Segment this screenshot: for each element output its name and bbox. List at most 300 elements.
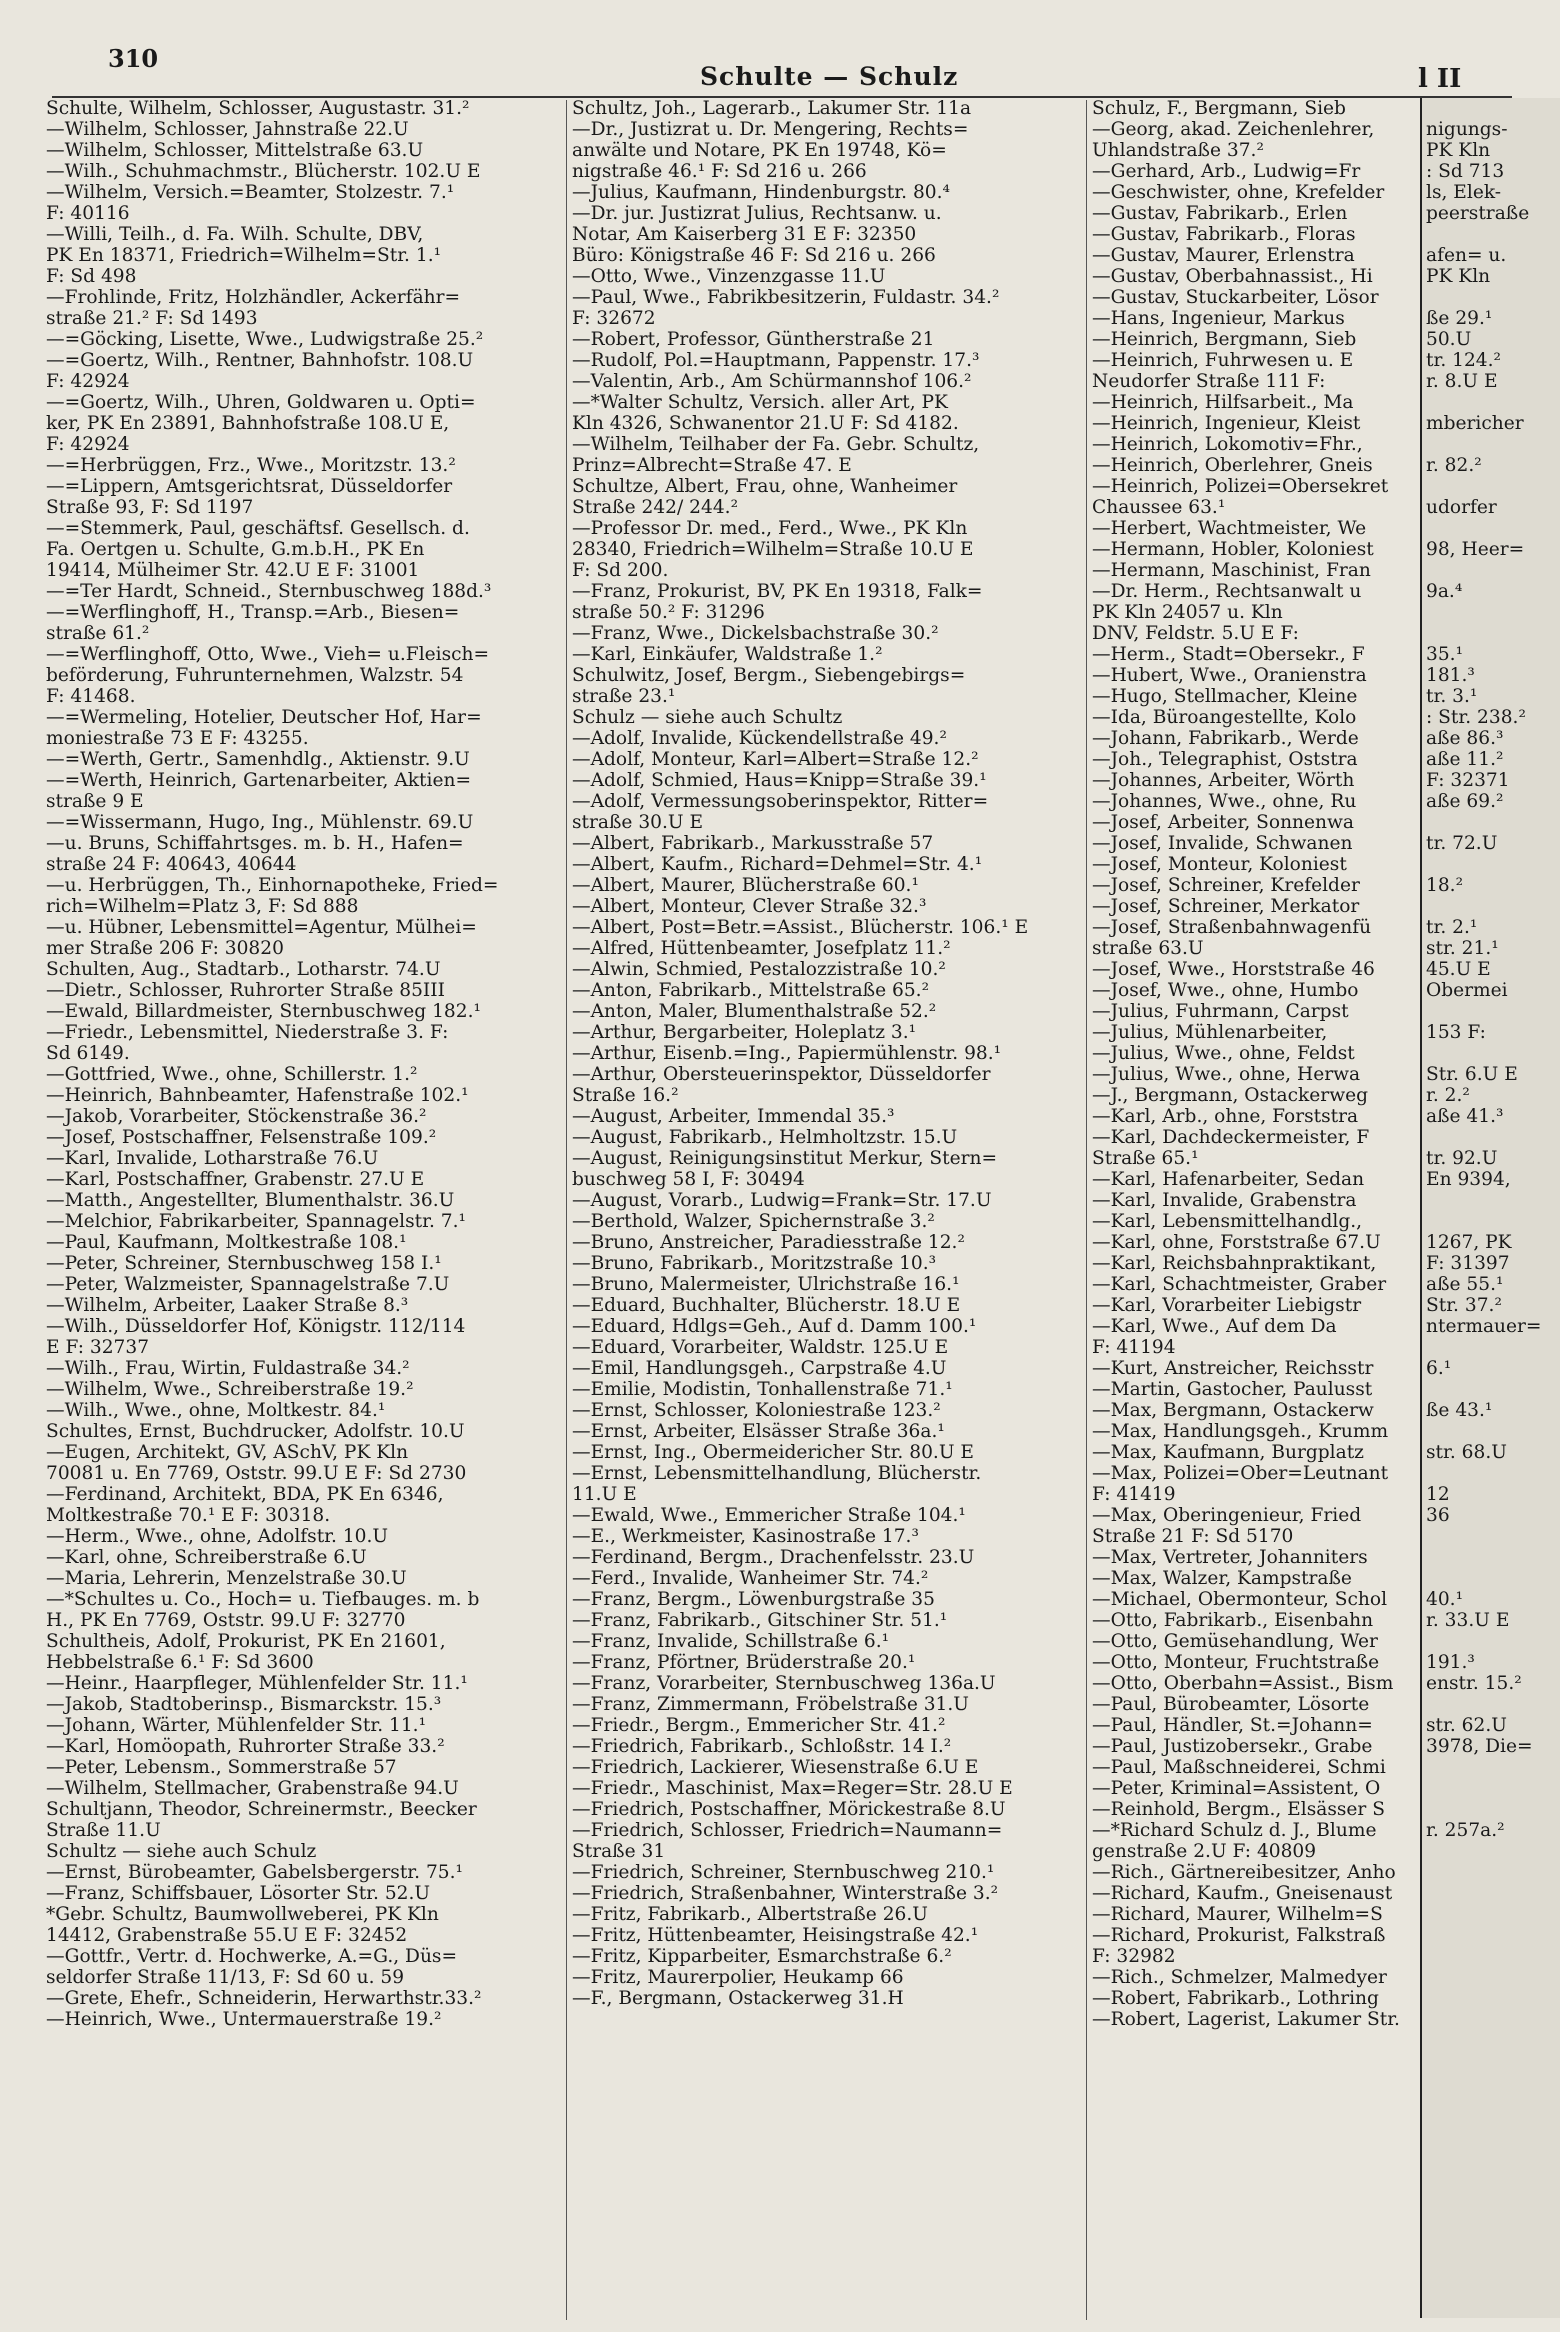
directory-entry-line: —Peter, Schreiner, Sternbuschweg 158 I.¹ — [46, 1253, 442, 1274]
directory-entry-line: —Ewald, Wwe., Emmericher Straße 104.¹ — [572, 1505, 966, 1526]
directory-entry-line: —Jakob, Stadtoberinsp., Bismarckstr. 15.³ — [46, 1694, 442, 1715]
directory-entry-line: —Heinrich, Oberlehrer, Gneis — [1092, 455, 1373, 476]
adjacent-page-line — [1426, 602, 1560, 623]
directory-entry-line: —Josef, Postschaffner, Felsenstraße 109.² — [46, 1127, 437, 1148]
directory-entry-line: —Martin, Gastocher, Paulusst — [1092, 1379, 1373, 1400]
directory-entry-line: —Hugo, Stellmacher, Kleine — [1092, 686, 1358, 707]
adjacent-page-line: 6.¹ — [1426, 1358, 1452, 1379]
adjacent-page-line — [1426, 1127, 1560, 1148]
directory-column-2 — [572, 98, 1082, 2318]
directory-entry-line: —Peter, Walzmeister, Spannagelstraße 7.U — [46, 1274, 450, 1295]
directory-entry-line: —Gottfr., Vertr. d. Hochwerke, A.=G., Düs= — [46, 1946, 458, 1967]
adjacent-page-line: mbericher — [1426, 413, 1524, 434]
adjacent-page-line: tr. 2.¹ — [1426, 917, 1478, 938]
directory-entry-line: F: 41194 — [1092, 1337, 1176, 1358]
directory-entry-line: —Willi, Teilh., d. Fa. Wilh. Schulte, DBV, — [46, 224, 424, 245]
adjacent-page-line: aße 55.¹ — [1426, 1274, 1504, 1295]
adjacent-page-line: str. 21.¹ — [1426, 938, 1499, 959]
directory-entry-line: —Karl, Wwe., Auf dem Da — [1092, 1316, 1337, 1337]
directory-entry-line: Neudorfer Straße 111 F: — [1092, 371, 1326, 392]
directory-entry-line: —Fritz, Hüttenbeamter, Heisingstraße 42.¹ — [572, 1925, 979, 1946]
adjacent-page-line: PK Kln — [1426, 140, 1491, 161]
directory-entry-line: —Julius, Mühlenarbeiter, — [1092, 1022, 1328, 1043]
adjacent-page-line: 9a.⁴ — [1426, 581, 1463, 602]
directory-entry-line: —Karl, Lebensmittelhandlg., — [1092, 1211, 1363, 1232]
directory-entry-line: DNV, Feldstr. 5.U E F: — [1092, 623, 1299, 644]
directory-entry-line: —Franz, Prokurist, BV, PK En 19318, Falk= — [572, 581, 983, 602]
directory-entry-line: —Josef, Schreiner, Merkator — [1092, 896, 1360, 917]
directory-entry-line: rich=Wilhelm=Platz 3, F: Sd 888 — [46, 896, 359, 917]
adjacent-page-line: 181.³ — [1426, 665, 1475, 686]
adjacent-page-line — [1426, 224, 1560, 245]
directory-entry-line: —Karl, Einkäufer, Waldstraße 1.² — [572, 644, 883, 665]
directory-entry-line: 70081 u. En 7769, Oststr. 99.U E F: Sd 2730 — [46, 1463, 467, 1484]
directory-entry-line: —Max, Bergmann, Ostackerw — [1092, 1400, 1374, 1421]
adjacent-page-line — [1426, 476, 1560, 497]
directory-entry-line: —Paul, Kaufmann, Moltkestraße 108.¹ — [46, 1232, 407, 1253]
directory-entry-line: 11.U E — [572, 1484, 637, 1505]
adjacent-page-line — [1426, 1211, 1560, 1232]
adjacent-page-line — [1426, 518, 1560, 539]
directory-entry-line: —Wilhelm, Schlosser, Mittelstraße 63.U — [46, 140, 424, 161]
adjacent-page-line: Str. 6.U E — [1426, 1064, 1518, 1085]
directory-entry-line: *Gebr. Schultz, Baumwollweberei, PK Kln — [46, 1904, 439, 1925]
adjacent-page-line: : Sd 713 — [1426, 161, 1505, 182]
directory-entry-line: —Franz, Bergm., Löwenburgstraße 35 — [572, 1589, 935, 1610]
directory-entry-line: —Albert, Post=Betr.=Assist., Blücherstr. 106.¹ E — [572, 917, 1029, 938]
directory-entry-line: —Heinr., Haarpfleger, Mühlenfelder Str. 11.¹ — [46, 1673, 468, 1694]
adjacent-page-line: afen= u. — [1426, 245, 1507, 266]
adjacent-page-line: 45.U E — [1426, 959, 1491, 980]
directory-entry-line: —Ernst, Arbeiter, Elsässer Straße 36a.¹ — [572, 1421, 945, 1442]
adjacent-page-line — [1426, 896, 1560, 917]
adjacent-page-line: enstr. 15.² — [1426, 1673, 1522, 1694]
directory-entry-line: —Heinrich, Wwe., Untermauerstraße 19.² — [46, 2009, 442, 2030]
adjacent-page-line: 35.¹ — [1426, 644, 1464, 665]
directory-entry-line: —Max, Walzer, Kampstraße — [1092, 1568, 1352, 1589]
directory-entry-line: straße 63.U — [1092, 938, 1204, 959]
directory-entry-line: —Wilh., Düsseldorfer Hof, Königstr. 112/114 — [46, 1316, 466, 1337]
directory-entry-line: buschweg 58 I, F: 30494 — [572, 1169, 805, 1190]
directory-entry-line: —Melchior, Fabrikarbeiter, Spannagelstr. 7.¹ — [46, 1211, 466, 1232]
directory-entry-line: —Richard, Prokurist, Falkstraß — [1092, 1925, 1386, 1946]
directory-entry-line: —Ewald, Billardmeister, Sternbuschweg 182.¹ — [46, 1001, 481, 1022]
directory-entry-line: straße 50.² F: 31296 — [572, 602, 765, 623]
directory-entry-line: —Karl, Arb., ohne, Forststra — [1092, 1106, 1359, 1127]
directory-entry-line: —Karl, Invalide, Grabenstra — [1092, 1190, 1357, 1211]
adjacent-page-line: ße 29.¹ — [1426, 308, 1493, 329]
adjacent-page-line: F: 32371 — [1426, 770, 1510, 791]
directory-entry-line: —Ernst, Schlosser, Koloniestraße 123.² — [572, 1400, 941, 1421]
adjacent-page-line: 153 F: — [1426, 1022, 1486, 1043]
directory-entry-line: Schultes, Ernst, Buchdrucker, Adolfstr. 10.U — [46, 1421, 465, 1442]
directory-entry-line: —Berthold, Walzer, Spichernstraße 3.² — [572, 1211, 935, 1232]
directory-entry-line: —Albert, Kaufm., Richard=Dehmel=Str. 4.¹ — [572, 854, 983, 875]
directory-entry-line: —Karl, Homöopath, Ruhrorter Straße 33.² — [46, 1736, 445, 1757]
directory-entry-line: —Valentin, Arb., Am Schürmannshof 106.² — [572, 371, 972, 392]
adjacent-page-line — [1426, 1526, 1560, 1547]
directory-entry-line: —Albert, Maurer, Blücherstraße 60.¹ — [572, 875, 919, 896]
directory-entry-line: —August, Arbeiter, Immendal 35.³ — [572, 1106, 895, 1127]
directory-entry-line: —Ferdinand, Bergm., Drachenfelsstr. 23.U — [572, 1547, 975, 1568]
directory-entry-line: —Heinrich, Lokomotiv=Fhr., — [1092, 434, 1363, 455]
directory-entry-line: —Julius, Fuhrmann, Carpst — [1092, 1001, 1349, 1022]
directory-entry-line: —Heinrich, Hilfsarbeit., Ma — [1092, 392, 1354, 413]
directory-entry-line: Uhlandstraße 37.² — [1092, 140, 1264, 161]
adjacent-page-line: aße 86.³ — [1426, 728, 1504, 749]
directory-entry-line: moniestraße 73 E F: 43255. — [46, 728, 309, 749]
directory-entry-line: —F., Bergmann, Ostackerweg 31.H — [572, 1988, 904, 2009]
directory-entry-line: —Professor Dr. med., Ferd., Wwe., PK Kln — [572, 518, 968, 539]
directory-entry-line: —Eugen, Architekt, GV, ASchV, PK Kln — [46, 1442, 409, 1463]
adjacent-page-line: ls, Elek- — [1426, 182, 1502, 203]
directory-entry-line: —Eduard, Vorarbeiter, Waldstr. 125.U E — [572, 1337, 949, 1358]
directory-entry-line: —Hermann, Maschinist, Fran — [1092, 560, 1371, 581]
directory-entry-line: —Wilhelm, Teilhaber der Fa. Gebr. Schultz, — [572, 434, 980, 455]
adjacent-page-column — [1420, 98, 1560, 2318]
directory-entry-line: Fa. Oertgen u. Schulte, G.m.b.H., PK En — [46, 539, 425, 560]
directory-entry-line: —u. Herbrüggen, Th., Einhornapotheke, Fried= — [46, 875, 499, 896]
directory-entry-line: F: Sd 498 — [46, 266, 137, 287]
directory-entry-line: —=Ter Hardt, Schneid., Sternbuschweg 188d.³ — [46, 581, 492, 602]
adjacent-page-line — [1426, 1463, 1560, 1484]
directory-entry-line: —Friedrich, Schlosser, Friedrich=Naumann= — [572, 1820, 1003, 1841]
directory-entry-line: —Eduard, Buchhalter, Blücherstr. 18.U E — [572, 1295, 961, 1316]
directory-entry-line: F: 42924 — [46, 434, 130, 455]
directory-entry-line: —Karl, Hafenarbeiter, Sedan — [1092, 1169, 1365, 1190]
directory-entry-line: —Otto, Fabrikarb., Eisenbahn — [1092, 1610, 1374, 1631]
directory-entry-line: —Hans, Ingenieur, Markus — [1092, 308, 1345, 329]
directory-entry-line: straße 21.² F: Sd 1493 — [46, 308, 258, 329]
directory-entry-line: —Herbert, Wachtmeister, We — [1092, 518, 1367, 539]
directory-entry-line: —Gottfried, Wwe., ohne, Schillerstr. 1.² — [46, 1064, 418, 1085]
directory-entry-line: —=Werth, Gertr., Samenhdlg., Aktienstr. 9.U — [46, 749, 470, 770]
directory-entry-line: 19414, Mülheimer Str. 42.U E F: 31001 — [46, 560, 420, 581]
directory-entry-line: anwälte und Notare, PK En 19748, Kö= — [572, 140, 947, 161]
directory-entry-line: —=Werflinghoff, H., Transp.=Arb., Biesen= — [46, 602, 460, 623]
directory-entry-line: Moltkestraße 70.¹ E F: 30318. — [46, 1505, 331, 1526]
directory-entry-line: —Josef, Invalide, Schwanen — [1092, 833, 1353, 854]
running-headword: Schulte — Schulz — [700, 62, 959, 91]
directory-entry-line: Straße 21 F: Sd 5170 — [1092, 1526, 1294, 1547]
directory-entry-line: —Rich., Schmelzer, Malmedyer — [1092, 1967, 1387, 1988]
directory-entry-line: Chaussee 63.¹ — [1092, 497, 1226, 518]
directory-entry-line: —Dr. Herm., Rechtsanwalt u — [1092, 581, 1362, 602]
directory-entry-line: —E., Werkmeister, Kasinostraße 17.³ — [572, 1526, 919, 1547]
directory-entry-line: —Friedrich, Postschaffner, Mörickestraße 8.U — [572, 1799, 1006, 1820]
directory-entry-line: —Paul, Händler, St.=Johann= — [1092, 1715, 1373, 1736]
adjacent-page-line — [1426, 1694, 1560, 1715]
directory-entry-line: Schulten, Aug., Stadtarb., Lotharstr. 74.U — [46, 959, 441, 980]
directory-entry-line: —Max, Vertreter, Johanniters — [1092, 1547, 1368, 1568]
directory-entry-line: nigstraße 46.¹ F: Sd 216 u. 266 — [572, 161, 867, 182]
adjacent-page-line — [1426, 623, 1560, 644]
adjacent-page-line: 98, Heer= — [1426, 539, 1525, 560]
directory-entry-line: Schulz — siehe auch Schultz — [572, 707, 843, 728]
directory-entry-line: —Karl, Dachdeckermeister, F — [1092, 1127, 1370, 1148]
directory-entry-line: —Wilhelm, Versich.=Beamter, Stolzestr. 7.¹ — [46, 182, 455, 203]
adjacent-page-line — [1426, 1778, 1560, 1799]
directory-entry-line: straße 61.² — [46, 623, 150, 644]
directory-entry-line: —Wilh., Schuhmachmstr., Blücherstr. 102.U E — [46, 161, 481, 182]
directory-entry-line: —Johann, Wärter, Mühlenfelder Str. 11.¹ — [46, 1715, 427, 1736]
directory-entry-line: —Georg, akad. Zeichenlehrer, — [1092, 119, 1375, 140]
adjacent-page-line: ße 43.¹ — [1426, 1400, 1493, 1421]
directory-entry-line: —Geschwister, ohne, Krefelder — [1092, 182, 1385, 203]
directory-entry-line: —u. Bruns, Schiffahrtsges. m. b. H., Hafen= — [46, 833, 464, 854]
adjacent-page-line: Obermei — [1426, 980, 1508, 1001]
directory-entry-line: —Karl, ohne, Forststraße 67.U — [1092, 1232, 1381, 1253]
directory-entry-line: —Adolf, Schmied, Haus=Knipp=Straße 39.¹ — [572, 770, 987, 791]
adjacent-page-line: 191.³ — [1426, 1652, 1475, 1673]
directory-entry-line: —Karl, Reichsbahnpraktikant, — [1092, 1253, 1377, 1274]
page-number: 310 — [108, 44, 159, 73]
directory-entry-line: —Maria, Lehrerin, Menzelstraße 30.U — [46, 1568, 407, 1589]
directory-entry-line: —Ida, Büroangestellte, Kolo — [1092, 707, 1357, 728]
adjacent-page-line: tr. 92.U — [1426, 1148, 1498, 1169]
directory-entry-line: Sd 6149. — [46, 1043, 130, 1064]
directory-entry-line: Schultze, Albert, Frau, ohne, Wanheimer — [572, 476, 958, 497]
directory-entry-line: —=Stemmerk, Paul, geschäftsf. Gesellsch. d. — [46, 518, 470, 539]
adjacent-page-line — [1426, 98, 1560, 119]
directory-entry-line: PK En 18371, Friedrich=Wilhelm=Str. 1.¹ — [46, 245, 442, 266]
directory-entry-line: —Paul, Justizobersekr., Grabe — [1092, 1736, 1373, 1757]
adjacent-page-line: 12 — [1426, 1484, 1450, 1505]
directory-entry-line: —Dietr., Schlosser, Ruhrorter Straße 85III — [46, 980, 445, 1001]
directory-entry-line: Schultz, Joh., Lagerarb., Lakumer Str. 11a — [572, 98, 972, 119]
directory-entry-line: —Gustav, Stuckarbeiter, Lösor — [1092, 287, 1379, 308]
directory-entry-line: —Max, Handlungsgeh., Krumm — [1092, 1421, 1389, 1442]
directory-entry-line: —Franz, Zimmermann, Fröbelstraße 31.U — [572, 1694, 969, 1715]
directory-entry-line: Hebbelstraße 6.¹ F: Sd 3600 — [46, 1652, 314, 1673]
directory-entry-line: —Bruno, Malermeister, Ulrichstraße 16.¹ — [572, 1274, 960, 1295]
directory-entry-line: —Arthur, Bergarbeiter, Holeplatz 3.¹ — [572, 1022, 917, 1043]
adjacent-page-line: nigungs- — [1426, 119, 1508, 140]
directory-entry-line: Straße 242/ 244.² — [572, 497, 739, 518]
directory-entry-line: —=Wermeling, Hotelier, Deutscher Hof, Har= — [46, 707, 482, 728]
adjacent-page-marker: l II — [1418, 64, 1462, 94]
directory-entry-line: —August, Fabrikarb., Helmholtzstr. 15.U — [572, 1127, 958, 1148]
directory-entry-line: —Wilhelm, Arbeiter, Laaker Straße 8.³ — [46, 1295, 409, 1316]
directory-entry-line: —Max, Oberingenieur, Fried — [1092, 1505, 1362, 1526]
adjacent-page-line — [1426, 434, 1560, 455]
column-divider — [1086, 100, 1087, 2320]
directory-entry-line: Schultz — siehe auch Schulz — [46, 1841, 317, 1862]
directory-entry-line: —Karl, Schachtmeister, Graber — [1092, 1274, 1387, 1295]
directory-entry-line: —Josef, Wwe., Horststraße 46 — [1092, 959, 1375, 980]
directory-entry-line: —Kurt, Anstreicher, Reichsstr — [1092, 1358, 1374, 1379]
directory-entry-line: —Gerhard, Arb., Ludwig=Fr — [1092, 161, 1361, 182]
directory-entry-line: —Herm., Wwe., ohne, Adolfstr. 10.U — [46, 1526, 389, 1547]
directory-entry-line: straße 9 E — [46, 791, 144, 812]
directory-entry-line: —Richard, Maurer, Wilhelm=S — [1092, 1904, 1383, 1925]
directory-entry-line: —Peter, Kriminal=Assistent, O — [1092, 1778, 1381, 1799]
directory-entry-line: —Robert, Professor, Güntherstraße 21 — [572, 329, 935, 350]
directory-column-3 — [1092, 98, 1414, 2318]
directory-entry-line: —Paul, Bürobeamter, Lösorte — [1092, 1694, 1370, 1715]
directory-entry-line: straße 23.¹ — [572, 686, 676, 707]
directory-entry-line: —Hubert, Wwe., Oranienstra — [1092, 665, 1367, 686]
directory-entry-line: —Friedr., Maschinist, Max=Reger=Str. 28.U E — [572, 1778, 1013, 1799]
directory-entry-line: —J., Bergmann, Ostackerweg — [1092, 1085, 1369, 1106]
directory-entry-line: —Fritz, Maurerpolier, Heukamp 66 — [572, 1967, 904, 1988]
directory-entry-line: —Heinrich, Polizei=Obersekret — [1092, 476, 1389, 497]
directory-entry-line: Straße 31 — [572, 1841, 666, 1862]
directory-entry-line: —Otto, Oberbahn=Assist., Bism — [1092, 1673, 1394, 1694]
directory-entry-line: —=Goertz, Wilh., Rentner, Bahnhofstr. 108.U — [46, 350, 474, 371]
adjacent-page-line — [1426, 1568, 1560, 1589]
directory-entry-line: E F: 32737 — [46, 1337, 150, 1358]
directory-entry-line: F: 41468. — [46, 686, 136, 707]
directory-entry-line: —Franz, Vorarbeiter, Sternbuschweg 136a.U — [572, 1673, 996, 1694]
directory-entry-line: —Dr. jur. Justizrat Julius, Rechtsanw. u. — [572, 203, 942, 224]
directory-entry-line: F: 41419 — [1092, 1484, 1176, 1505]
directory-entry-line: beförderung, Fuhrunternehmen, Walzstr. 54 — [46, 665, 464, 686]
directory-entry-line: —Wilhelm, Stellmacher, Grabenstraße 94.U — [46, 1778, 459, 1799]
directory-entry-line: Straße 65.¹ — [1092, 1148, 1199, 1169]
adjacent-page-line — [1426, 854, 1560, 875]
directory-entry-line: seldorfer Straße 11/13, F: Sd 60 u. 59 — [46, 1967, 405, 1988]
directory-entry-line: Schulz, F., Bergmann, Sieb — [1092, 98, 1346, 119]
directory-entry-line: —Gustav, Maurer, Erlenstra — [1092, 245, 1355, 266]
directory-entry-line: —Jakob, Vorarbeiter, Stöckenstraße 36.² — [46, 1106, 427, 1127]
adjacent-page-line — [1426, 287, 1560, 308]
directory-entry-line: —Otto, Gemüsehandlung, Wer — [1092, 1631, 1378, 1652]
directory-entry-line: Schultheis, Adolf, Prokurist, PK En 21601, — [46, 1631, 446, 1652]
directory-entry-line: —Anton, Fabrikarb., Mittelstraße 65.² — [572, 980, 930, 1001]
adjacent-page-line — [1426, 1337, 1560, 1358]
directory-column-1 — [46, 98, 562, 2318]
directory-entry-line: —Ernst, Bürobeamter, Gabelsbergerstr. 75.¹ — [46, 1862, 463, 1883]
directory-entry-line: —Bruno, Anstreicher, Paradiesstraße 12.² — [572, 1232, 965, 1253]
directory-entry-line: F: 40116 — [46, 203, 130, 224]
directory-entry-line: —August, Reinigungsinstitut Merkur, Stern= — [572, 1148, 998, 1169]
directory-entry-line: —Bruno, Fabrikarb., Moritzstraße 10.³ — [572, 1253, 937, 1274]
directory-entry-line: H., PK En 7769, Oststr. 99.U F: 32770 — [46, 1610, 406, 1631]
directory-entry-line: —Wilh., Frau, Wirtin, Fuldastraße 34.² — [46, 1358, 410, 1379]
adjacent-page-line: F: 31397 — [1426, 1253, 1510, 1274]
directory-entry-line: —Adolf, Vermessungsoberinspektor, Ritter= — [572, 791, 989, 812]
adjacent-page-line: tr. 3.¹ — [1426, 686, 1478, 707]
directory-entry-line: —Friedr., Lebensmittel, Niederstraße 3. F: — [46, 1022, 449, 1043]
directory-entry-line: Straße 11.U — [46, 1820, 161, 1841]
directory-entry-line: —Franz, Invalide, Schillstraße 6.¹ — [572, 1631, 890, 1652]
directory-entry-line: —Josef, Monteur, Koloniest — [1092, 854, 1347, 875]
directory-entry-line: —Rudolf, Pol.=Hauptmann, Pappenstr. 17.³ — [572, 350, 980, 371]
directory-entry-line: —Rich., Gärtnereibesitzer, Anho — [1092, 1862, 1396, 1883]
adjacent-page-line — [1426, 812, 1560, 833]
directory-entry-line: —Alwin, Schmied, Pestalozzistraße 10.² — [572, 959, 946, 980]
directory-entry-line: —Gustav, Fabrikarb., Erlen — [1092, 203, 1348, 224]
directory-entry-line: —Joh., Telegraphist, Oststra — [1092, 749, 1358, 770]
directory-entry-line: —Ernst, Lebensmittelhandlung, Blücherstr. — [572, 1463, 982, 1484]
directory-entry-line: —Robert, Lagerist, Lakumer Str. — [1092, 2009, 1400, 2030]
directory-entry-line: —Josef, Arbeiter, Sonnenwa — [1092, 812, 1355, 833]
directory-entry-line: 28340, Friedrich=Wilhelm=Straße 10.U E — [572, 539, 974, 560]
directory-entry-line: Kln 4326, Schwanentor 21.U F: Sd 4182. — [572, 413, 959, 434]
adjacent-page-line: tr. 124.² — [1426, 350, 1501, 371]
directory-entry-line: —Dr., Justizrat u. Dr. Mengering, Rechts= — [572, 119, 969, 140]
adjacent-page-line — [1426, 1421, 1560, 1442]
directory-entry-line: —Franz, Fabrikarb., Gitschiner Str. 51.¹ — [572, 1610, 948, 1631]
directory-entry-line: —Herm., Stadt=Obersekr., F — [1092, 644, 1365, 665]
directory-entry-line: Schulte, Wilhelm, Schlosser, Augustastr. 31.² — [46, 98, 470, 119]
adjacent-page-line: str. 62.U — [1426, 1715, 1507, 1736]
adjacent-page-line — [1426, 1001, 1560, 1022]
adjacent-page-line: aße 69.² — [1426, 791, 1504, 812]
adjacent-page-line — [1426, 392, 1560, 413]
adjacent-page-line: 1267, PK — [1426, 1232, 1512, 1253]
directory-entry-line: —Johannes, Arbeiter, Wörth — [1092, 770, 1355, 791]
directory-entry-line: —Friedrich, Schreiner, Sternbuschweg 210.¹ — [572, 1862, 995, 1883]
directory-entry-line: —=Goertz, Wilh., Uhren, Goldwaren u. Opti= — [46, 392, 476, 413]
directory-entry-line: —Adolf, Monteur, Karl=Albert=Straße 12.² — [572, 749, 979, 770]
directory-entry-line: —Peter, Lebensm., Sommerstraße 57 — [46, 1757, 397, 1778]
directory-entry-line: —Friedrich, Lackierer, Wiesenstraße 6.U E — [572, 1757, 979, 1778]
directory-entry-line: —Karl, Invalide, Lotharstraße 76.U — [46, 1148, 379, 1169]
directory-entry-line: genstraße 2.U F: 40809 — [1092, 1841, 1317, 1862]
directory-entry-line: —Fritz, Fabrikarb., Albertstraße 26.U — [572, 1904, 928, 1925]
directory-entry-line: —Arthur, Obersteuerinspektor, Düsseldorfer — [572, 1064, 991, 1085]
adjacent-page-line — [1426, 1799, 1560, 1820]
directory-entry-line: —Johannes, Wwe., ohne, Ru — [1092, 791, 1357, 812]
adjacent-page-line — [1426, 1379, 1560, 1400]
directory-entry-line: —Max, Kaufmann, Burgplatz — [1092, 1442, 1364, 1463]
adjacent-page-line — [1426, 1043, 1560, 1064]
directory-entry-line: —Wilhelm, Wwe., Schreiberstraße 19.² — [46, 1379, 414, 1400]
adjacent-page-line: tr. 72.U — [1426, 833, 1498, 854]
adjacent-page-line: 40.¹ — [1426, 1589, 1464, 1610]
directory-entry-line: —Paul, Wwe., Fabrikbesitzerin, Fuldastr. 34.² — [572, 287, 1000, 308]
directory-entry-line: —Franz, Pförtner, Brüderstraße 20.¹ — [572, 1652, 916, 1673]
adjacent-page-line: r. 8.U E — [1426, 371, 1498, 392]
directory-entry-line: —Ferd., Invalide, Wanheimer Str. 74.² — [572, 1568, 929, 1589]
directory-entry-line: —Eduard, Hdlgs=Geh., Auf d. Damm 100.¹ — [572, 1316, 977, 1337]
adjacent-page-line: r. 2.² — [1426, 1085, 1470, 1106]
directory-entry-line: —Franz, Schiffsbauer, Lösorter Str. 52.U — [46, 1883, 431, 1904]
directory-entry-line: —*Walter Schultz, Versich. aller Art, PK — [572, 392, 948, 413]
directory-entry-line: —Heinrich, Fuhrwesen u. E — [1092, 350, 1354, 371]
directory-entry-line: F: 32982 — [1092, 1946, 1176, 1967]
directory-entry-line: —Ferdinand, Architekt, BDA, PK En 6346, — [46, 1484, 444, 1505]
directory-entry-line: —Emilie, Modistin, Tonhallenstraße 71.¹ — [572, 1379, 953, 1400]
directory-entry-line: —Heinrich, Ingenieur, Kleist — [1092, 413, 1361, 434]
directory-entry-line: —=Göcking, Lisette, Wwe., Ludwigstraße 25.² — [46, 329, 484, 350]
directory-entry-line: —=Werth, Heinrich, Gartenarbeiter, Aktien= — [46, 770, 472, 791]
directory-entry-line: Prinz=Albrecht=Straße 47. E — [572, 455, 852, 476]
directory-entry-line: —Heinrich, Bahnbeamter, Hafenstraße 102.¹ — [46, 1085, 469, 1106]
adjacent-page-line: r. 33.U E — [1426, 1610, 1510, 1631]
directory-entry-line: —Karl, ohne, Schreiberstraße 6.U — [46, 1547, 367, 1568]
directory-entry-line: —Reinhold, Bergm., Elsässer S — [1092, 1799, 1385, 1820]
directory-entry-line: —Robert, Fabrikarb., Lothring — [1092, 1988, 1379, 2009]
directory-entry-line: —Friedrich, Straßenbahner, Winterstraße 3.² — [572, 1883, 999, 1904]
directory-entry-line: —Alfred, Hüttenbeamter, Josefplatz 11.² — [572, 938, 951, 959]
directory-entry-line: —Frohlinde, Fritz, Holzhändler, Ackerfähr= — [46, 287, 461, 308]
directory-entry-line: —Albert, Fabrikarb., Markusstraße 57 — [572, 833, 934, 854]
directory-entry-line: —Emil, Handlungsgeh., Carpstraße 4.U — [572, 1358, 947, 1379]
directory-entry-line: —Heinrich, Bergmann, Sieb — [1092, 329, 1357, 350]
directory-entry-line: —Michael, Obermonteur, Schol — [1092, 1589, 1388, 1610]
directory-entry-line: —Otto, Monteur, Fruchtstraße — [1092, 1652, 1380, 1673]
adjacent-page-line: peerstraße — [1426, 203, 1530, 224]
adjacent-page-line: udorfer — [1426, 497, 1497, 518]
directory-entry-line: Notar, Am Kaiserberg 31 E F: 32350 — [572, 224, 917, 245]
directory-entry-line: —Gustav, Oberbahnassist., Hi — [1092, 266, 1373, 287]
adjacent-page-line: 3978, Die= — [1426, 1736, 1533, 1757]
directory-entry-line: —Karl, Postschaffner, Grabenstr. 27.U E — [46, 1169, 425, 1190]
directory-entry-line: Schultjann, Theodor, Schreinermstr., Beecker — [46, 1799, 477, 1820]
